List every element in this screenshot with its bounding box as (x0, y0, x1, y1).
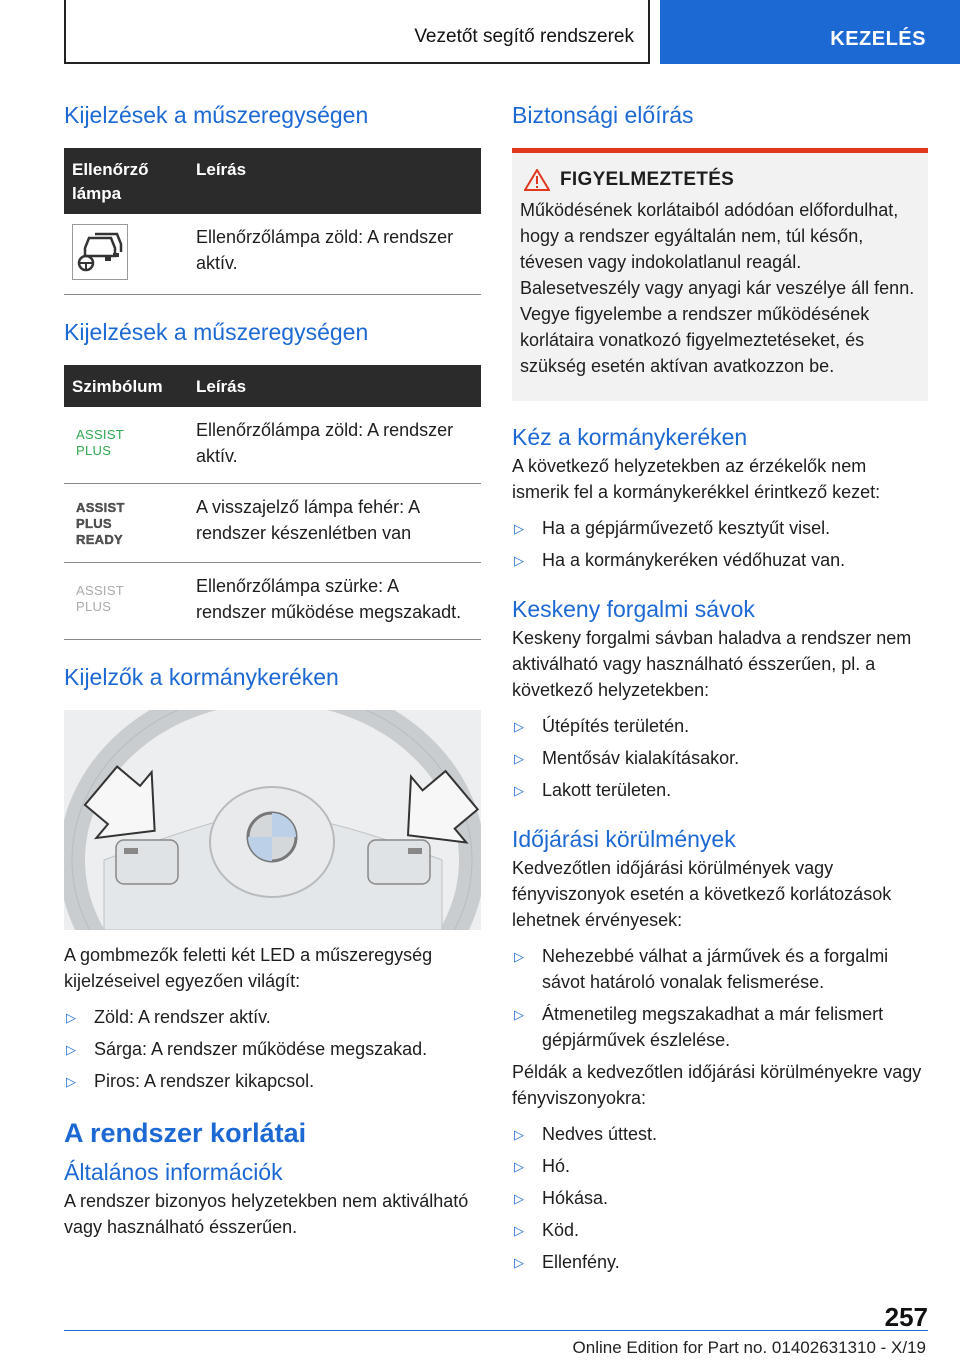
heading-displays-instrument-2: Kijelzések a műszeregységen (64, 319, 369, 345)
list-item: ▷ Ha a kormánykeréken védőhuzat van. (512, 547, 928, 573)
assist-plus-ready-icon: ASSIST PLUS READY (76, 500, 125, 547)
table-row (64, 214, 481, 295)
heading-weather: Időjárási körülmények (512, 826, 736, 852)
col-header-description: Leírás (188, 365, 481, 407)
lanes-list (512, 713, 928, 803)
triangle-bullet-icon: ▷ (66, 1042, 76, 1057)
assist-plus-green-icon: ASSIST PLUS (76, 427, 125, 458)
triangle-bullet-icon: ▷ (514, 719, 524, 734)
indicator-table (64, 148, 481, 295)
triangle-bullet-icon: ▷ (514, 1007, 524, 1022)
weather-list (512, 943, 928, 1053)
triangle-bullet-icon: ▷ (514, 751, 524, 766)
triangle-bullet-icon: ▷ (514, 783, 524, 798)
table-row (64, 407, 481, 484)
lanes-text: Keskeny forgalmi sávban haladva a rendszer nem aktiválható vagy használható ésszerűen, pl. a következő helyzetekben: (512, 628, 912, 700)
triangle-bullet-icon: ▷ (514, 1127, 524, 1142)
header-frame (64, 0, 650, 64)
list-item: ▷ Hókása. (512, 1185, 928, 1211)
list-item: ▷ Ellenfény. (512, 1249, 928, 1275)
led-color-list (64, 1004, 481, 1094)
list-item: ▷ Piros: A rendszer kikapcsol. (64, 1068, 481, 1094)
row-description: A visszajelző lámpa fehér: A rendszer készenlétben van (188, 484, 481, 563)
steering-wheel-illustration (64, 710, 481, 930)
row-description: Ellenőrzőlámpa zöld: A rendszer aktív. (188, 407, 481, 484)
examples-text: Példák a kedvezőtlen időjárási körülményekre vagy fényviszonyokra: (512, 1062, 922, 1108)
chapter-title: Vezetőt segítő rendszerek (414, 26, 634, 47)
heading-narrow-lanes: Keskeny forgalmi sávok (512, 596, 755, 622)
heading-steering-wheel-displays: Kijelzők a kormánykeréken (64, 664, 339, 690)
triangle-bullet-icon: ▷ (514, 1191, 524, 1206)
weather-text: Kedvezőtlen időjárási körülmények vagy fényviszonyok esetén a következő korlátozások lehetnek érvényesek: (512, 858, 892, 930)
triangle-bullet-icon: ▷ (514, 1255, 524, 1270)
list-item: ▷ Mentősáv kialakításakor. (512, 745, 928, 771)
section-tab[interactable] (660, 0, 960, 64)
list-item: ▷ Útépítés területén. (512, 713, 928, 739)
list-item: ▷ Zöld: A rendszer aktív. (64, 1004, 481, 1030)
table-row (64, 563, 481, 640)
triangle-bullet-icon: ▷ (66, 1010, 76, 1025)
list-item: ▷ Nehezebbé válhat a járművek és a forgalmi sávot határoló vonalak felismerése. (514, 946, 889, 992)
table-row (64, 484, 481, 563)
triangle-bullet-icon: ▷ (514, 1223, 524, 1238)
left-column (64, 100, 481, 1240)
list-item: ▷ Nedves úttest. (512, 1121, 928, 1147)
page-number: 257 (884, 1302, 928, 1332)
section-tab-label: KEZELÉS (830, 28, 926, 50)
col-header-description: Leírás (188, 148, 481, 214)
steering-led-text: A gombmezők feletti két LED a műszeregység kijelzéseivel egyezően világít: (64, 945, 433, 991)
footer-edition: Online Edition for Part no. 01402631310 - X/19 (572, 1338, 926, 1357)
assist-plus-grey-icon: ASSIST PLUS (76, 583, 125, 614)
list-item: ▷ Lakott területen. (512, 777, 928, 803)
list-item: ▷ Átmenetileg megszakadhat a már felismert gépjárművek észlelése. (514, 1004, 884, 1050)
hands-list (512, 515, 928, 573)
heading-system-limits: A rendszer korlátai (64, 1118, 307, 1148)
heading-safety: Biztonsági előírás (512, 102, 694, 128)
list-item: ▷ Sárga: A rendszer működése megszakad. (64, 1036, 481, 1062)
row-description: Ellenőrzőlámpa szürke: A rendszer működése megszakadt. (188, 563, 481, 640)
examples-list (512, 1121, 928, 1275)
triangle-bullet-icon: ▷ (514, 1159, 524, 1174)
right-column (512, 100, 928, 1281)
warning-triangle-icon (524, 169, 550, 191)
triangle-bullet-icon: ▷ (514, 553, 524, 568)
heading-hands-on-wheel: Kéz a kormánykeréken (512, 424, 748, 450)
warning-title: FIGYELMEZTETÉS (560, 169, 735, 190)
list-item: ▷ Ha a gépjárművezető kesztyűt visel. (512, 515, 928, 541)
heading-general-info: Általános információk (64, 1159, 283, 1185)
warning-text: Működésének korlátaiból adódóan előfordulhat, hogy a rendszer egyáltalán nem, túl későn, tévesen vagy indokolatlanul reagál. Balesetveszély vagy anyagi kár veszélye áll fenn. Vegye figyelembe a rendszer működésének korlátaira vonatkozó figyelmeztetéseket, és szükség esetén aktívan avatkozzon be. (520, 200, 915, 376)
col-header-lamp: Ellenőrző lámpa (64, 148, 188, 214)
hands-text: A következő helyzetekben az érzékelők nem ismerik fel a kormánykerékkel érintkező kezet: (512, 456, 881, 502)
triangle-bullet-icon: ▷ (66, 1074, 76, 1089)
triangle-bullet-icon: ▷ (514, 521, 524, 536)
list-item: ▷ Hó. (512, 1153, 928, 1179)
row-description: Ellenőrzőlámpa zöld: A rendszer aktív. (188, 214, 481, 295)
general-info-text: A rendszer bizonyos helyzetekben nem aktiválható vagy használható ésszerűen. (64, 1191, 469, 1237)
col-header-symbol: Szimbólum (64, 365, 188, 407)
footer-divider (64, 1330, 928, 1331)
car-steering-icon (72, 224, 128, 280)
list-item: ▷ Köd. (512, 1217, 928, 1243)
triangle-bullet-icon: ▷ (514, 949, 524, 964)
heading-displays-instrument-1: Kijelzések a műszeregységen (64, 102, 369, 128)
symbol-table (64, 365, 481, 640)
warning-box (512, 148, 928, 401)
